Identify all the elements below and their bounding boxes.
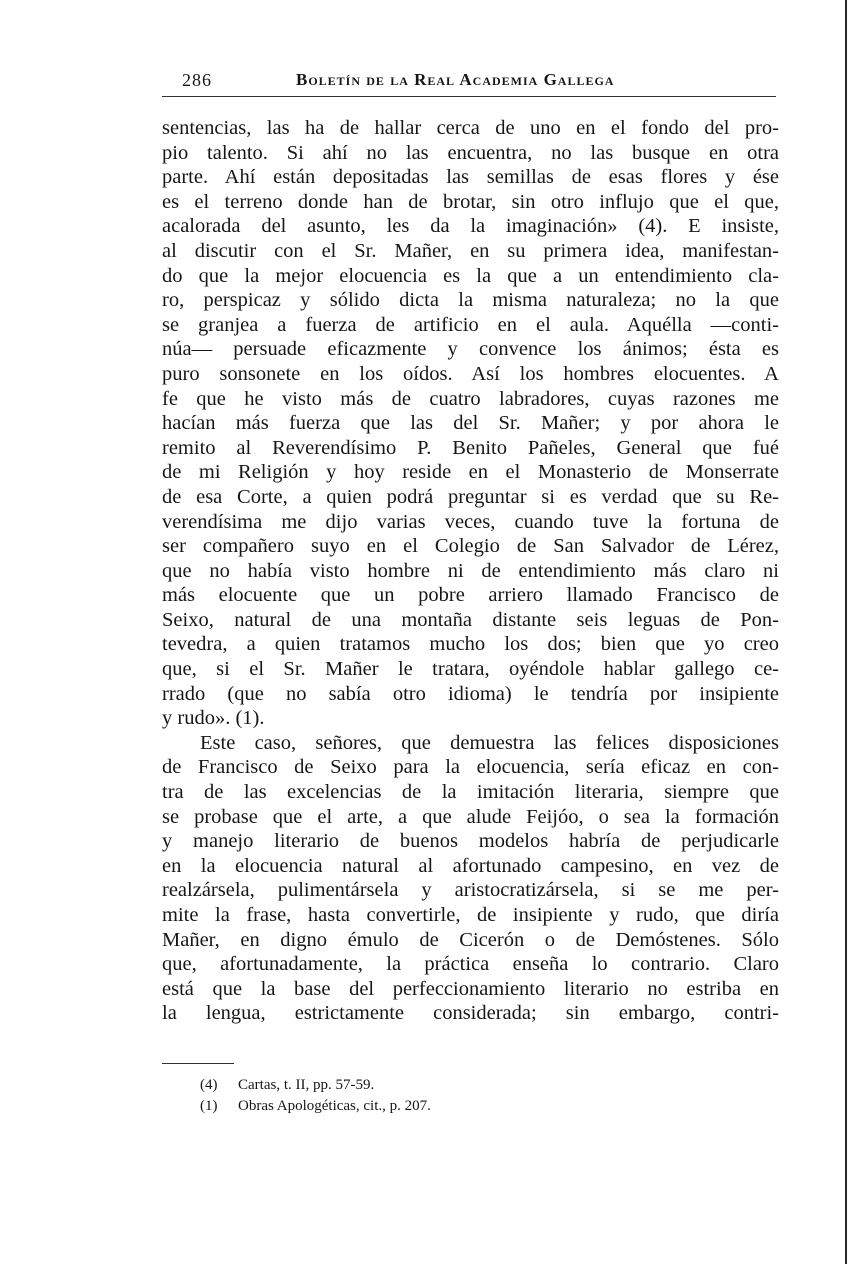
body-line: y manejo literario de buenos modelos habría de perjudicarle [162,830,779,853]
body-line: Mañer, en digno émulo de Cicerón o de Demóstenes. Sólo [162,928,779,951]
body-line: ser compañero suyo en el Colegio de San Salvador de Lérez, [162,535,779,558]
body-line: en la elocuencia natural al afortunado campesino, en vez de [162,854,779,877]
footnote [200,1075,600,1096]
body-line: acalorada del asunto, les da la imaginación» (4). E insiste, [162,215,779,238]
running-header [182,68,776,92]
body-text [162,116,779,1026]
body-line: de mi Religión y hoy reside en el Monasterio de Monserrate [162,461,779,484]
body-line: puro sonsonete en los oídos. Así los hombres elocuentes. A [162,362,779,385]
body-line: es el terreno donde han de brotar, sin otro influjo que el que, [162,190,779,213]
body-line: verendísima me dijo varias veces, cuando tuve la fortuna de [162,510,779,533]
body-line: tra de las excelencias de la imitación literaria, siempre que [162,781,779,804]
body-line: parte. Ahí están depositadas las semillas de esas flores y ése [162,166,779,189]
scan-edge-line [845,0,847,1264]
body-line: se granjea a fuerza de artificio en el aula. Aquélla —conti- [162,313,779,336]
footnote-number: (1) [200,1098,218,1114]
body-line: y rudo». (1). [162,707,265,730]
footnote-text: Cartas, t. II, pp. 57-59. [238,1077,375,1093]
body-line: núa— persuade eficazmente y convence los ánimos; ésta es [162,338,779,361]
footnote-text: Obras Apologéticas, cit., p. 207. [238,1098,431,1114]
body-line: pio talento. Si ahí no las encuentra, no las busque en otra [162,141,779,164]
body-line: más elocuente que un pobre arriero llamado Francisco de [162,584,779,607]
body-line: rrado (que no sabía otro idioma) le tendría por insipiente [162,682,779,705]
footnotes [200,1075,600,1117]
body-line: está que la base del perfeccionamiento literario no estriba en [162,977,779,1000]
body-line: do que la mejor elocuencia es la que a un entendimiento cla- [162,264,779,287]
body-line: de esa Corte, a quien podrá preguntar si es verdad que su Re- [162,485,779,508]
body-line: se probase que el arte, a que alude Feijóo, o sea la formación [162,805,779,828]
body-line: fe que he visto más de cuatro labradores, cuyas razones me [162,387,779,410]
body-line: tevedra, a quien tratamos mucho los dos; bien que yo creo [162,633,779,656]
body-line: remito al Reverendísimo P. Benito Pañeles, General que fué [162,436,779,459]
body-line: al discutir con el Sr. Mañer, en su primera idea, manifestan- [162,239,779,262]
header-rule [162,96,776,97]
body-line: Este caso, señores, que demuestra las felices disposiciones [200,731,779,754]
body-line: mite la frase, hasta convertirle, de insipiente y rudo, que diría [162,904,779,926]
page-number: 286 [182,70,212,90]
body-line: hacían más fuerza que las del Sr. Mañer; y por ahora le [162,412,779,435]
running-title: Boletín de la Real Academia Gallega [296,70,615,89]
body-line: de Francisco de Seixo para la elocuencia, sería eficaz en con- [162,756,779,779]
body-line: sentencias, las ha de hallar cerca de uno en el fondo del pro- [162,117,779,139]
body-line: realzársela, pulimentársela y aristocratizársela, si se me per- [162,879,779,902]
footnote-number: (4) [200,1077,218,1093]
footnote-rule [162,1063,234,1064]
body-line: que no había visto hombre ni de entendimiento más claro ni [162,559,779,582]
body-line: que, si el Sr. Mañer le tratara, oyéndole hablar gallego ce- [162,658,779,681]
body-line: Seixo, natural de una montaña distante seis leguas de Pon- [162,608,779,631]
body-line: que, afortunadamente, la práctica enseña lo contrario. Claro [162,953,779,976]
footnote [200,1096,600,1117]
body-line: ro, perspicaz y sólido dicta la misma naturaleza; no la que [162,289,779,312]
body-line: la lengua, estrictamente considerada; sin embargo, contri- [162,1002,779,1025]
